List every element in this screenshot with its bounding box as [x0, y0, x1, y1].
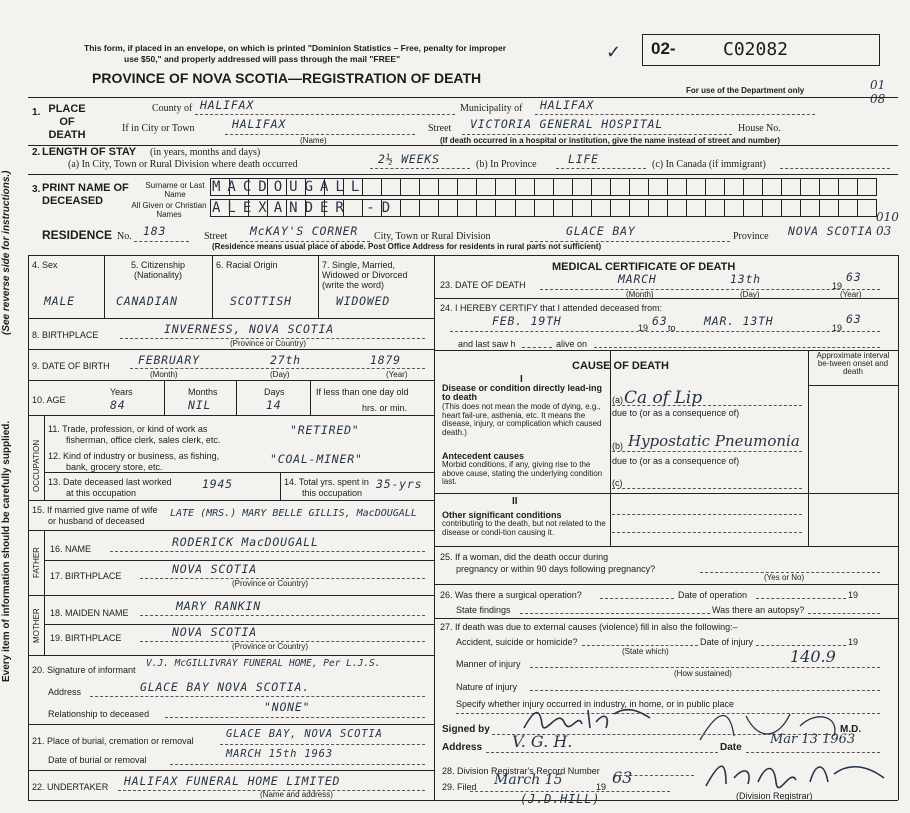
name-label: PRINT NAME OF DECEASED	[42, 182, 129, 207]
maiden-name-label: 18. MAIDEN NAME	[50, 608, 129, 618]
death-date-label: 23. DATE OF DEATH	[440, 280, 526, 290]
stay-city-value: 2½ WEEKS	[378, 152, 440, 166]
trade-question: 11. Trade, profession, or kind of work as	[48, 424, 208, 434]
maiden-name-value: MARY RANKIN	[176, 599, 261, 613]
attended-from-19: 19	[638, 323, 649, 333]
death-month: MARCH	[618, 272, 657, 286]
address-value: V. G. H.	[512, 732, 573, 751]
residence-label: RESIDENCE	[42, 228, 113, 242]
surgery-question: 26. Was there a surgical operation?	[440, 590, 582, 600]
residence-street-label: Street	[204, 231, 228, 242]
total-years-question-2: this occupation	[302, 488, 363, 498]
informant-address-value: GLACE BAY NOVA SCOTIA.	[140, 680, 310, 694]
residence-province-label: Province	[733, 231, 769, 242]
father-name-label: 16. NAME	[50, 544, 92, 554]
cause-b-label: (b)	[612, 441, 623, 451]
death-month-caption: (Month)	[626, 290, 654, 299]
residence-no-label: No.	[117, 231, 132, 242]
attended-from-year: 63	[652, 314, 668, 328]
burial-place-label: 21. Place of burial, cremation or removal	[32, 736, 194, 746]
signed-by-label: Signed by	[442, 724, 490, 735]
due-to-2: due to (or as a consequence of)	[612, 456, 740, 466]
citizenship-value: CANADIAN	[116, 294, 178, 308]
industry-question-2: bank, grocery store, etc.	[66, 462, 163, 472]
medical-title: MEDICAL CERTIFICATE OF DEATH	[552, 261, 736, 273]
relationship-value: "NONE"	[264, 700, 311, 714]
death-day: 13th	[730, 272, 761, 286]
mail-notice-1: This form, if placed in an envelope, on which is printed "Dominion Statistics – Free, penalty for improper	[84, 43, 507, 53]
registration-prefix: 02-	[651, 39, 676, 58]
total-years-question: 14. Total yrs. spent in	[284, 477, 369, 487]
pregnancy-question: 25. If a woman, did the death occur during	[440, 552, 609, 562]
stay-province-label: (b) In Province	[476, 159, 537, 170]
age-months-caption: Months	[188, 387, 218, 397]
record-number-label: 28. Division Registrar's Record Number	[442, 766, 600, 776]
department-code: 01 08	[870, 78, 886, 106]
clerk-value: (J.D.HILL)	[520, 792, 601, 806]
spouse-question-2: or husband of deceased	[48, 516, 145, 526]
spouse-question: 15. If married give name of wife	[32, 505, 158, 515]
external-causes-question: 27. If death was due to external causes (violence) fill in also the following:–	[440, 622, 738, 632]
cause-title: CAUSE OF DEATH	[572, 360, 669, 372]
page-title: PROVINCE OF NOVA SCOTIA—REGISTRATION OF DEATH	[92, 70, 482, 86]
racial-origin-label: 6. Racial Origin	[216, 260, 278, 270]
trade-value: "RETIRED"	[290, 423, 360, 437]
age-days-value: 14	[266, 398, 282, 412]
total-years-value: 35-yrs	[376, 477, 423, 491]
cause-a-label: (a)	[612, 395, 623, 405]
disease-note: (This does not mean the mode of dying, e.g., heart fail-ure, asthenia, etc. It means the disease, injury, or complication which caused death.)	[442, 402, 602, 437]
stay-canada-label: (c) In Canada (if immigrant)	[652, 159, 766, 170]
autopsy-question: Was there an autopsy?	[712, 605, 805, 615]
attended-label: 24. I HEREBY CERTIFY that I attended deceased from:	[440, 303, 663, 313]
residence-city-label: City, Town or Rural Division	[374, 231, 491, 242]
interval-caption: Approximate interval be-tween onset and death	[816, 351, 890, 376]
cause-c-label: (c)	[612, 478, 623, 488]
length-of-stay-sub: (in years, months and days)	[150, 147, 261, 158]
mail-notice-2: use $50," and properly addressed will pass through the mail "FREE"	[124, 54, 401, 64]
manner-value: 140.9	[790, 647, 836, 666]
house-no-label: House No.	[738, 123, 781, 134]
specify-label: Specify whether injury occurred in industry, in home, or in public place	[456, 699, 734, 709]
surname-value: MACDOUGALL	[212, 179, 367, 195]
surname-label: Surname or Last Name	[145, 181, 205, 199]
death-year: 63	[846, 270, 862, 284]
father-birthplace-value: NOVA SCOTIA	[172, 562, 257, 576]
burial-place-value: GLACE BAY, NOVA SCOTIA	[226, 728, 383, 740]
accident-label: Accident, suicide or homicide?	[456, 637, 578, 647]
undertaker-caption: (Name and address)	[260, 790, 333, 799]
physician-signature	[518, 702, 658, 734]
antecedent-note: Morbid conditions, if any, giving rise to the above cause, stating the underlying condition last.	[442, 460, 603, 486]
filed-label: 29. Filed	[442, 782, 477, 792]
filed-19: 19	[596, 782, 607, 792]
hospital-note: (If death occurred in a hospital or institution, give the name instead of street and number)	[440, 136, 781, 145]
carefully-supplied-note: Every item of information should be carefully supplied.	[1, 420, 12, 682]
age-years-caption: Years	[110, 387, 133, 397]
burial-date-label: Date of burial or removal	[48, 755, 147, 765]
attended-to-label: to	[668, 323, 676, 333]
attended-to-19: 19	[832, 323, 843, 333]
due-to-1: due to (or as a consequence of)	[612, 408, 740, 418]
operation-19: 19	[848, 590, 859, 600]
yes-no-caption: (Yes or No)	[764, 573, 805, 582]
informant-value: V.J. McGILLIVRAY FUNERAL HOME, Per L.J.S.	[146, 658, 381, 669]
age-months-value: NIL	[188, 398, 212, 412]
trade-question-2: fisherman, office clerk, sales clerk, etc.	[66, 435, 221, 445]
place-of-death-num: 1.	[32, 107, 41, 118]
name-num: 3.	[32, 184, 41, 195]
municipality-label: Municipality of	[460, 103, 523, 114]
name-caption: (Name)	[300, 136, 327, 145]
citizenship-label: 5. Citizenship (Nationality)	[130, 260, 186, 280]
city-value: HALIFAX	[232, 117, 287, 131]
age-label: 10. AGE	[32, 395, 66, 405]
address-label: Address	[442, 742, 483, 753]
length-of-stay-num: 2.	[32, 147, 41, 158]
registration-number-box	[642, 34, 880, 66]
other-conditions-note: contributing to the death, but not related to the disease or condi-tion causing it.	[442, 519, 606, 537]
dob-year-caption: (Year)	[386, 370, 408, 379]
birthplace-label: 8. BIRTHPLACE	[32, 330, 99, 340]
stay-city-label: (a) In City, Town or Rural Division where death occurred	[68, 159, 298, 170]
department-use-label: For use of the Department only	[686, 86, 805, 95]
mother-side-label: MOTHER	[32, 608, 41, 643]
less-than-day-label: If less than one day old	[316, 387, 409, 397]
antecedent-label: Antecedent causes	[442, 451, 525, 461]
dob-day-caption: (Day)	[270, 370, 290, 379]
age-days-caption: Days	[264, 387, 285, 397]
date-of-injury-label: Date of injury	[700, 637, 754, 647]
place-of-death-label: PLACE OF DEATH	[48, 103, 86, 141]
registration-number: C02082	[723, 39, 789, 60]
city-label: If in City or Town	[122, 123, 195, 134]
last-worked-question: 13. Date deceased last worked	[48, 477, 172, 487]
undertaker-value: HALIFAX FUNERAL HOME LIMITED	[124, 774, 341, 788]
father-birthplace-caption: (Province or Country)	[232, 579, 309, 588]
alive-on-label: alive on	[556, 339, 588, 349]
registrar-caption: (Division Registrar)	[736, 791, 813, 801]
disease-label: Disease or condition directly lead-ing to death	[442, 383, 603, 402]
residence-city-value: GLACE BAY	[566, 224, 636, 238]
residence-province-value: NOVA SCOTIA	[788, 224, 873, 238]
street-label: Street	[428, 123, 452, 134]
birthplace-value: INVERNESS, NOVA SCOTIA	[164, 322, 334, 336]
occupation-side-label: OCCUPATION	[32, 439, 41, 492]
father-birthplace-label: 17. BIRTHPLACE	[50, 571, 122, 581]
stay-province-value: LIFE	[568, 152, 599, 166]
state-which-caption: (State which)	[622, 647, 669, 656]
length-of-stay-label: LENGTH OF STAY	[42, 146, 137, 158]
county-label: County of	[152, 103, 193, 114]
part-II: II	[512, 496, 518, 507]
sex-value: MALE	[44, 294, 75, 308]
cert-date-value: Mar 13 1963	[770, 732, 856, 747]
undertaker-label: 22. UNDERTAKER	[32, 782, 109, 792]
spouse-value: LATE (MRS.) MARY BELLE GILLIS, MacDOUGALL	[170, 508, 417, 519]
sex-label: 4. Sex	[32, 260, 58, 270]
manner-label: Manner of injury	[456, 659, 521, 669]
injury-19: 19	[848, 637, 859, 647]
marital-label: 7. Single, Married, Widowed or Divorced (write the word)	[322, 260, 408, 290]
how-sustained-caption: (How sustained)	[674, 669, 732, 678]
residence-code: 010 03	[876, 210, 899, 238]
death-year-prefix: 19	[832, 281, 843, 291]
hrs-min-label: hrs. or min.	[362, 403, 408, 413]
marital-value: WIDOWED	[336, 294, 391, 308]
last-worked-value: 1945	[202, 477, 233, 491]
dob-month: FEBRUARY	[138, 353, 200, 367]
nature-label: Nature of injury	[456, 682, 518, 692]
part-I: I	[520, 374, 523, 385]
filed-value: March 15	[494, 772, 563, 788]
cause-b-value: Hypostatic Pneumonia	[628, 432, 800, 450]
instructions-note: (See reverse side for instructions.)	[1, 170, 12, 335]
filed-year: 63	[612, 768, 633, 787]
relationship-label: Relationship to deceased	[48, 709, 150, 719]
cert-date-label: Date	[720, 742, 742, 753]
dob-label: 9. DATE OF BIRTH	[32, 361, 110, 371]
dob-year: 1879	[370, 353, 401, 367]
attended-from: FEB. 19TH	[492, 314, 562, 328]
check-mark: ✓	[606, 42, 622, 62]
municipality-value: HALIFAX	[540, 98, 595, 112]
age-years-value: 84	[110, 398, 126, 412]
burial-date-value: MARCH 15th 1963	[226, 748, 333, 760]
dob-month-caption: (Month)	[150, 370, 178, 379]
registrar-signature	[700, 756, 890, 792]
residence-note: (Residence means usual place of abode. Post Office Address for residents in rural parts not sufficient)	[212, 242, 602, 251]
racial-origin-value: SCOTTISH	[230, 294, 292, 308]
residence-street-value: McKAY'S CORNER	[250, 224, 359, 238]
residence-no-value: 183	[143, 224, 167, 238]
mother-birthplace-value: NOVA SCOTIA	[172, 625, 257, 639]
father-name-value: RODERICK MacDOUGALL	[172, 535, 319, 549]
last-worked-question-2: at this occupation	[66, 488, 137, 498]
death-day-caption: (Day)	[740, 290, 760, 299]
md-label: M.D.	[840, 724, 862, 735]
attended-to-year: 63	[846, 312, 862, 326]
industry-value: "COAL-MINER"	[270, 452, 363, 466]
mother-birthplace-caption: (Province or Country)	[232, 642, 309, 651]
attended-to: MAR. 13TH	[704, 314, 774, 328]
death-year-caption: (Year)	[840, 290, 862, 299]
father-side-label: FATHER	[32, 547, 41, 578]
last-saw-label: and last saw h	[458, 339, 516, 349]
county-value: HALIFAX	[200, 98, 255, 112]
state-findings-label: State findings	[456, 605, 511, 615]
given-value: ALEXANDER -D	[212, 200, 398, 216]
informant-label: 20. Signature of informant	[32, 665, 136, 675]
birthplace-caption: (Province or Country)	[230, 339, 307, 348]
date-of-operation-label: Date of operation	[678, 590, 748, 600]
given-label: All Given or Christian Names	[131, 201, 207, 219]
dob-day: 27th	[270, 353, 301, 367]
cause-a-value: Ca of Lip	[624, 388, 703, 408]
informant-address-label: Address	[48, 687, 82, 697]
street-value: VICTORIA GENERAL HOSPITAL	[470, 117, 664, 131]
industry-question: 12. Kind of industry or business, as fishing,	[48, 451, 220, 461]
pregnancy-question-2: pregnancy or within 90 days following pregnancy?	[456, 564, 656, 574]
other-conditions-label: Other significant conditions	[442, 510, 562, 520]
mother-birthplace-label: 19. BIRTHPLACE	[50, 633, 122, 643]
